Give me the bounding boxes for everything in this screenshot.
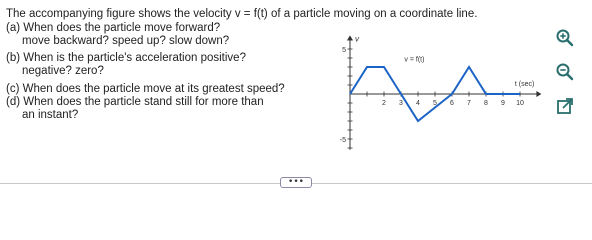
x-tick-label: 4 [416, 100, 420, 107]
x-tick-label: 5 [433, 100, 437, 107]
part-d-line1: (d) When does the particle stand still for more than [6, 96, 264, 108]
velocity-graph [328, 26, 543, 154]
more-button[interactable]: ••• [280, 177, 312, 188]
y-tick-label: -5 [339, 137, 346, 144]
graph-axes [347, 35, 541, 149]
external-link-icon[interactable] [555, 96, 575, 116]
x-tick-label: 7 [467, 100, 471, 107]
part-d-line2: an instant? [22, 109, 79, 121]
part-c-line1: (c) When does the particle move at its greatest speed? [6, 83, 285, 95]
zoom-in-icon[interactable] [555, 28, 575, 48]
part-b-line1: (b) When is the particle's acceleration positive? [6, 52, 246, 64]
part-a-line1: (a) When does the particle move forward? [6, 22, 221, 34]
x-axis-arrow [536, 91, 541, 97]
part-a-line2: move backward? speed up? slow down? [22, 35, 230, 47]
x-tick-label: 9 [501, 100, 505, 107]
x-tick-label: 8 [484, 100, 488, 107]
side-toolbar [555, 28, 583, 130]
curve-label: v = f(t) [404, 56, 425, 64]
x-axis-label: t (sec) [514, 81, 535, 88]
question-intro: The accompanying figure shows the velocity v = f(t) of a particle moving on a coordinate line. [6, 8, 478, 20]
x-tick-label: 2 [382, 100, 386, 107]
x-tick-label: 10 [516, 100, 524, 107]
zoom-out-icon[interactable] [555, 62, 575, 82]
y-axis-label: v [355, 34, 359, 44]
y-tick-label: 5 [342, 47, 346, 54]
x-tick-label: 3 [399, 100, 403, 107]
part-b-line2: negative? zero? [22, 65, 104, 77]
x-tick-label: 6 [450, 100, 454, 107]
